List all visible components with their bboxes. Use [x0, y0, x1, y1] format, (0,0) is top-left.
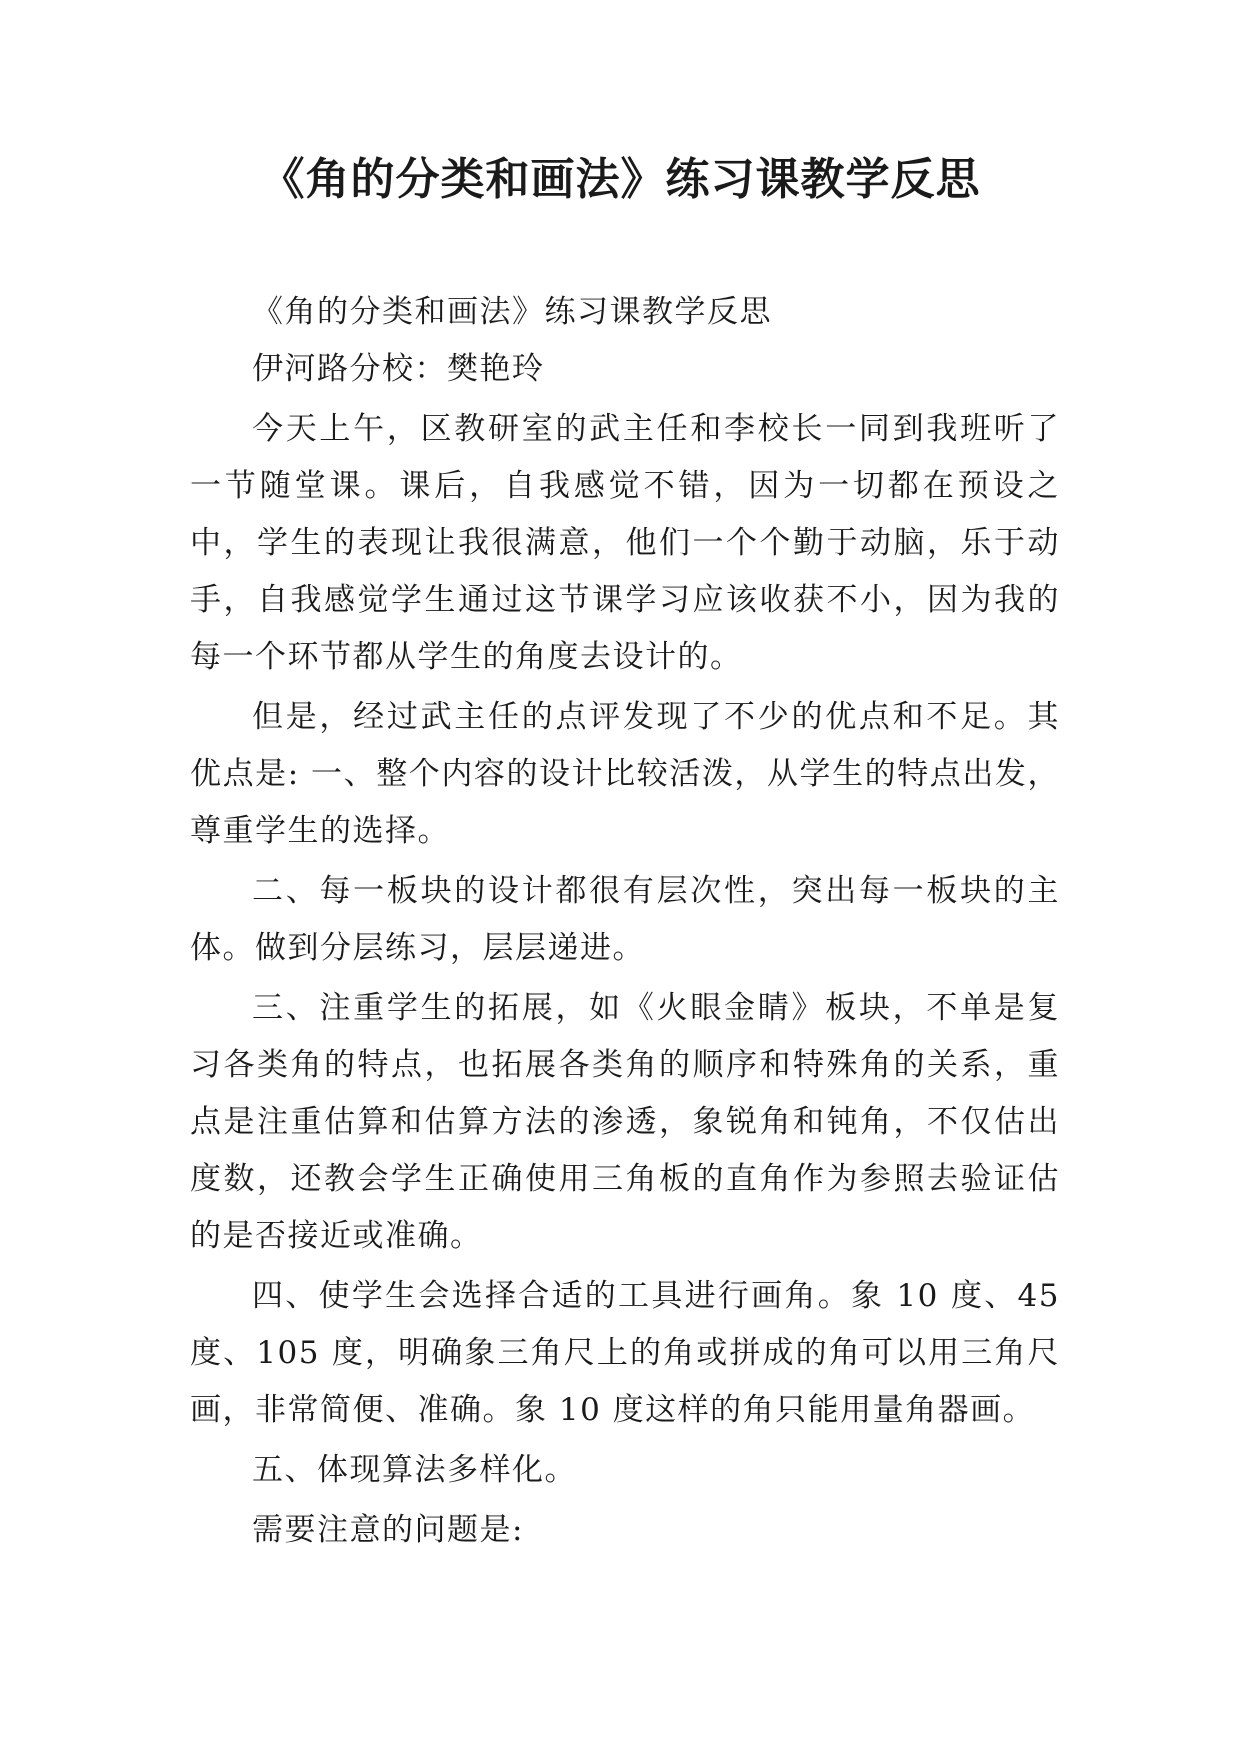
paragraph-point-two: 二、每一板块的设计都很有层次性，突出每一板块的主体。做到分层练习，层层递进。 — [190, 873, 1060, 966]
paragraph-intro: 今天上午，区教研室的武主任和李校长一同到我班听了一节随堂课。课后，自我感觉不错，因为一切都在预设之中，学生的表现让我很满意，他们一个个勤于动脑，乐于动手，自我感觉学生通过这节课学习应该收获不小，因为我的每一个环节都从学生的角度去设计的。 — [190, 411, 1060, 675]
paragraph-issues-heading: 需要注意的问题是: — [252, 1512, 524, 1548]
paragraph-point-three: 三、注重学生的拓展，如《火眼金睛》板块，不单是复习各类角的特点，也拓展各类角的顺序和特殊角的关系，重点是注重估算和估算方法的渗透，象锐角和钝角，不仅估出度数，还教会学生正确使用三角板的直角作为参照去验证估的是否接近或准确。 — [190, 990, 1060, 1254]
paragraph-point-five: 五、体现算法多样化。 — [252, 1452, 577, 1488]
paragraph-strengths: 但是，经过武主任的点评发现了不少的优点和不足。其优点是: 一、整个内容的设计比较活泼，从学生的特点出发，尊重学生的选择。 — [190, 699, 1060, 849]
paragraph-author: 伊河路分校：樊艳玲 — [252, 351, 545, 387]
paragraph-subtitle: 《角的分类和画法》练习课教学反思 — [252, 294, 772, 330]
document-title: 《角的分类和画法》练习课教学反思 — [260, 154, 981, 205]
paragraph-point-four: 四、使学生会选择合适的工具进行画角。象 10 度、45 度、105 度，明确象三角尺上的角或拼成的角可以用三角尺画，非常简便、准确。象 10 度这样的角只能用量角器画。 — [190, 1278, 1060, 1428]
document-body — [190, 284, 1060, 1559]
